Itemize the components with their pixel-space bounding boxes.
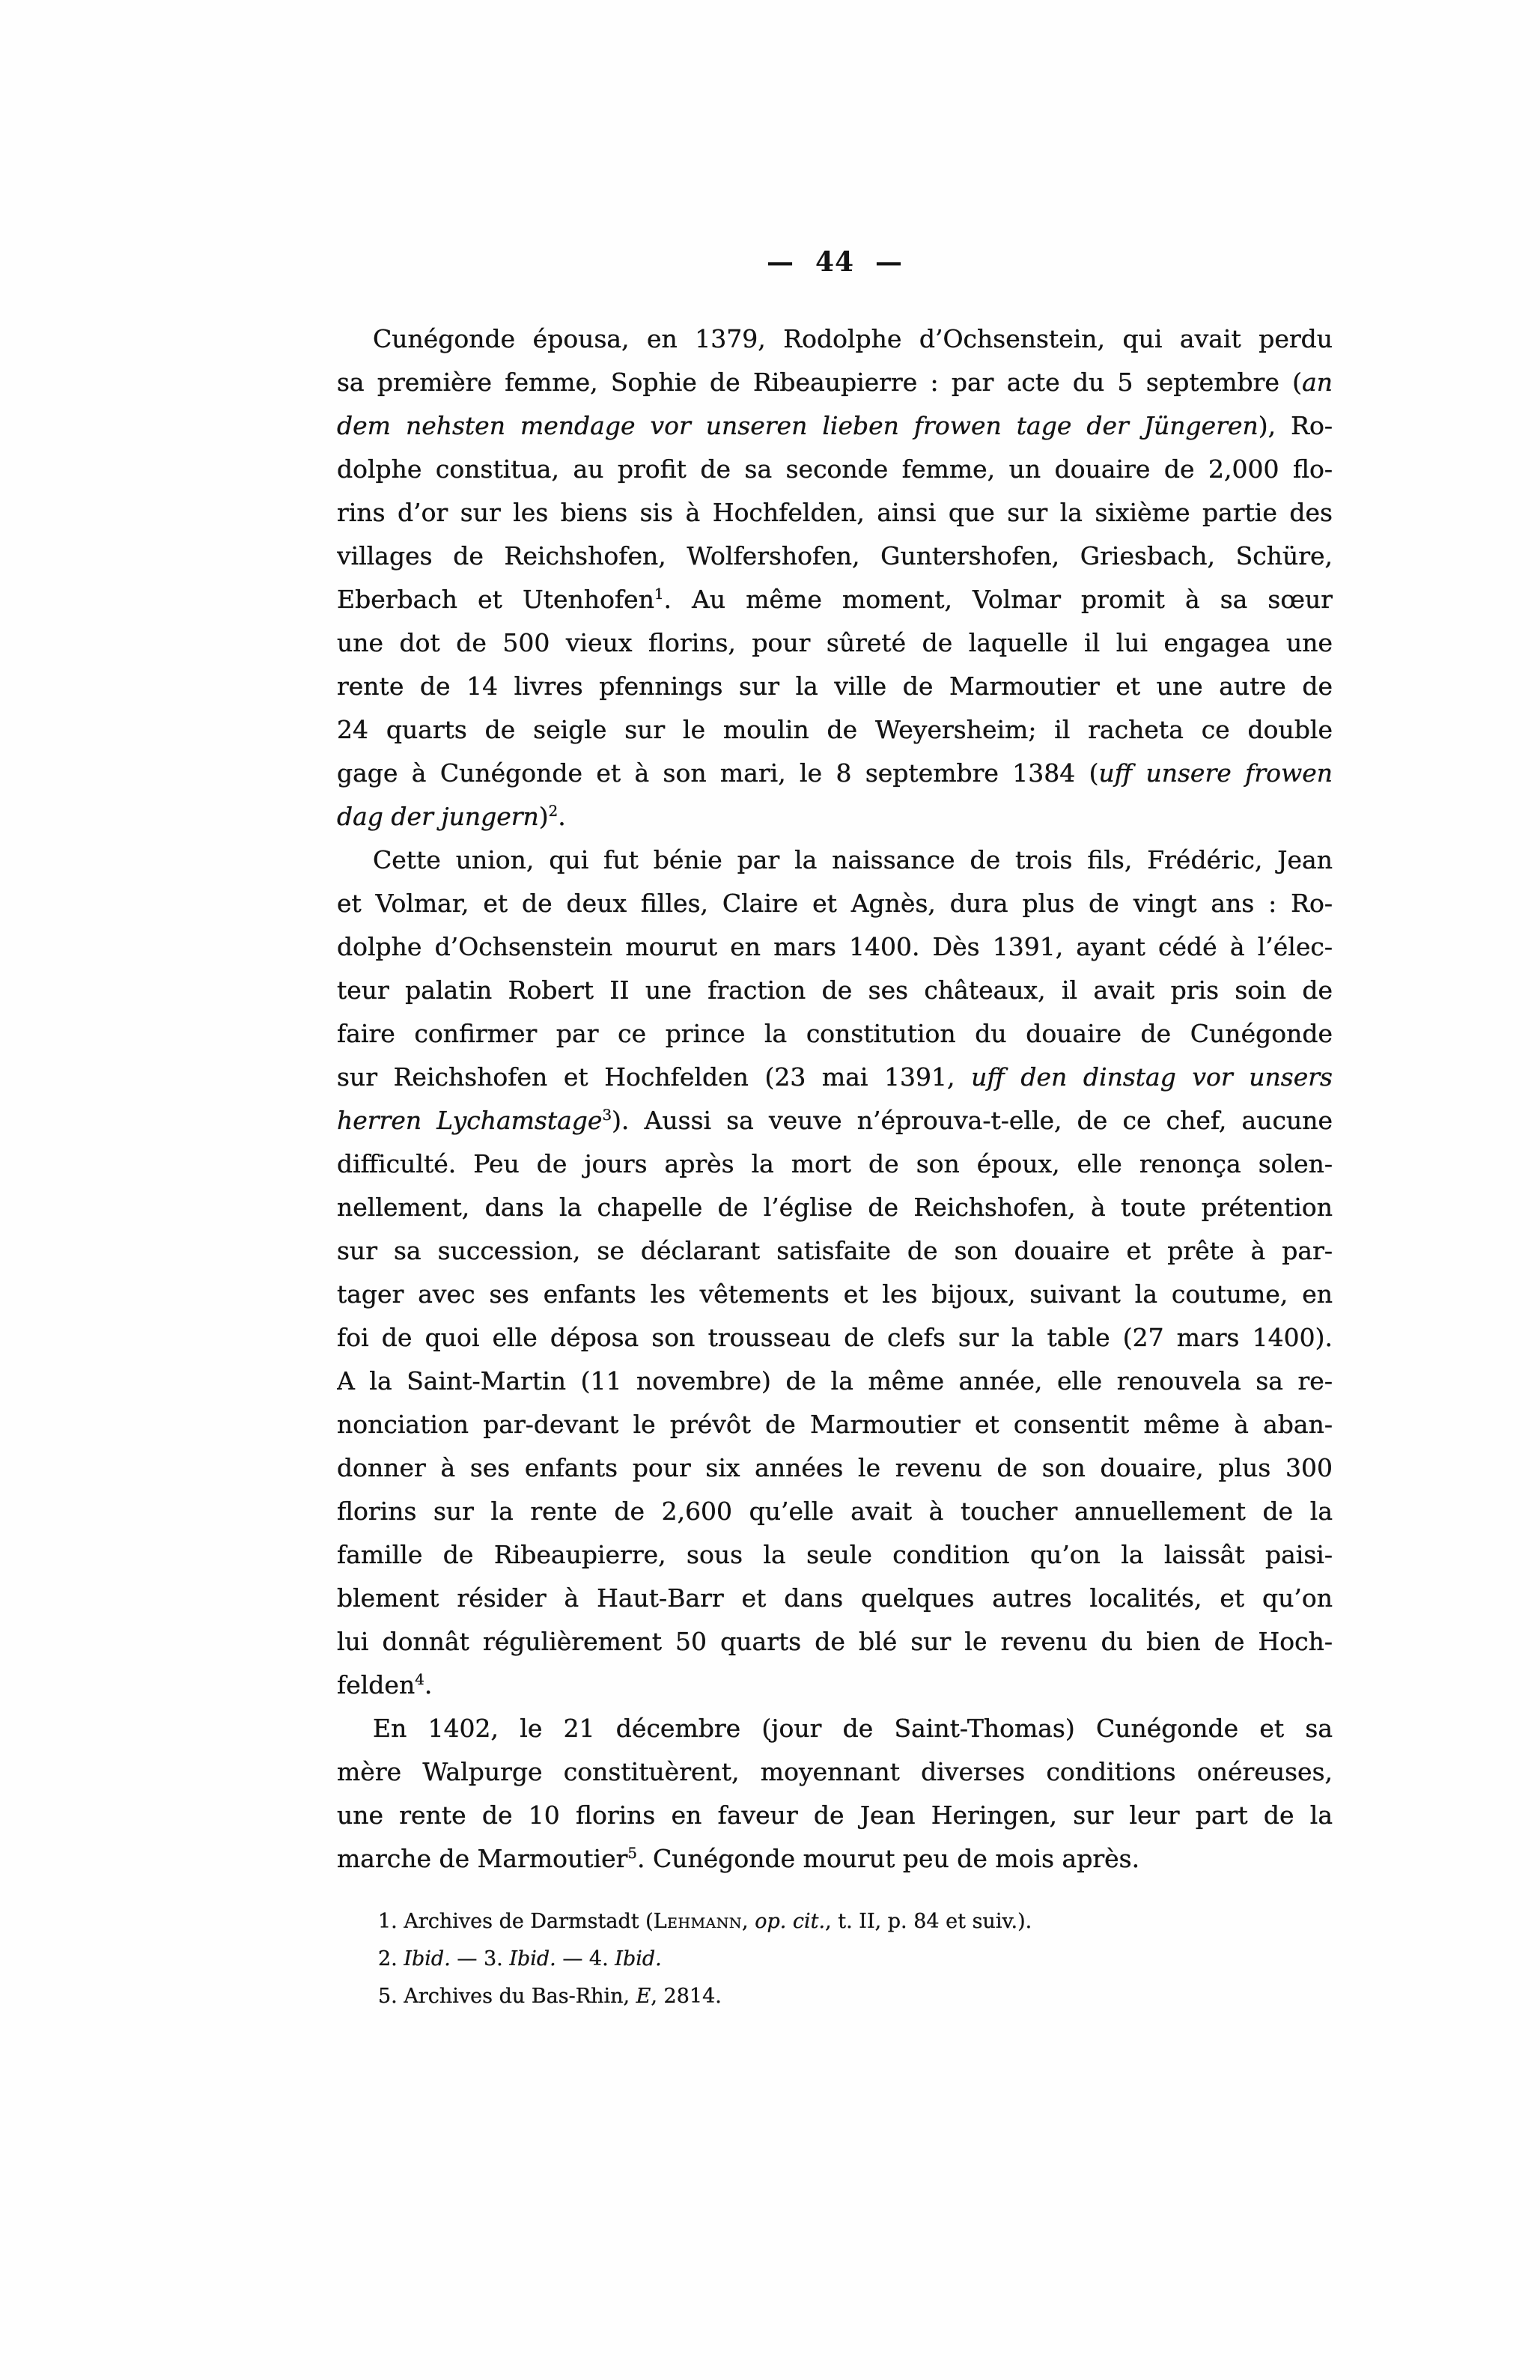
text-line-paragraph-2 [337,1142,1333,1186]
text-line-paragraph-1 [337,448,1333,491]
text-run: — 3. [450,1947,510,1970]
text-run: ), Ro- [1258,411,1333,440]
footnote [337,1941,1333,1978]
text-line-paragraph-3 [337,1707,1333,1750]
text-run: . [424,1670,433,1699]
text-run: nellement, dans la chapelle de l’église de Reichshofen, à toute prétention [337,1193,1333,1222]
text-run: , t. II, p. 84 et suiv.). [825,1910,1032,1933]
text-run: dem nehsten mendage vor unseren lieben frowen tage der Jüngeren [337,411,1259,440]
text-run: villages de Reichshofen, Wolfershofen, Guntershofen, Griesbach, Schüre, [337,541,1333,570]
text-run: — 4. [556,1947,615,1970]
text-line-paragraph-2 [337,839,1333,882]
text-run: . [558,802,566,831]
text-run: 1. Archives de Darmstadt ( [378,1910,654,1933]
text-run: teur palatin Robert II une fraction de ses châteaux, il avait pris soin de [337,976,1333,1005]
text-run: op. cit. [755,1910,826,1933]
footnote [337,1978,1333,2015]
text-run: 5 [627,1845,638,1862]
text-line-paragraph-2 [337,1056,1333,1099]
text-line-paragraph-2 [337,1099,1333,1142]
text-line-paragraph-1 [337,491,1333,535]
text-line-paragraph-1 [337,535,1333,578]
text-run: felden [337,1670,416,1699]
text-run: sa première femme, Sophie de Ribeaupierre : par acte du 5 septembre ( [337,368,1303,397]
text-run: une dot de 500 vieux florins, pour sûreté de laquelle il lui engagea une [337,628,1333,657]
text-line-paragraph-3 [337,1750,1333,1794]
text-line-paragraph-2 [337,1533,1333,1577]
text-run: nonciation par-devant le prévôt de Marmoutier et consentit même à aban- [337,1410,1333,1439]
text-line-paragraph-1 [337,752,1333,795]
text-run: 2 [548,803,559,820]
text-line-paragraph-2 [337,1403,1333,1446]
text-line-paragraph-1 [337,578,1333,621]
text-line-paragraph-1 [337,361,1333,404]
text-line-paragraph-1 [337,404,1333,448]
text-line-paragraph-2 [337,925,1333,969]
text-run: faire confirmer par ce prince la constitution du douaire de Cunégonde [337,1019,1333,1048]
text-run: herren Lychamstage [337,1106,603,1135]
text-run: blement résider à Haut-Barr et dans quelques autres localités, et qu’on [337,1583,1333,1613]
text-line-paragraph-2 [337,969,1333,1012]
body-text [337,317,1333,1881]
page-number-dash-left: — [766,246,794,278]
text-run: marche de Marmoutier [337,1844,628,1873]
text-run: dolphe constitua, au profit de sa seconde femme, un douaire de 2,000 flo- [337,454,1333,484]
text-run: Lehmann [653,1910,743,1933]
text-line-paragraph-2 [337,1664,1333,1707]
text-run: rins d’or sur les biens sis à Hochfelden, ainsi que sur la sixième partie des [337,498,1333,527]
text-run: . Cunégonde mourut peu de mois après. [637,1844,1140,1873]
text-run: difficulté. Peu de jours après la mort de son époux, elle renonça solen- [337,1149,1333,1178]
text-line-paragraph-1 [337,665,1333,708]
text-run: , 2814. [651,1985,722,2008]
text-run: mère Walpurge constituèrent, moyennant diverses conditions onéreuses, [337,1757,1333,1786]
text-run: gage à Cunégonde et à son mari, le 8 septembre 1384 ( [337,758,1099,788]
text-line-paragraph-2 [337,882,1333,925]
text-run: an [1302,368,1333,397]
text-line-paragraph-1 [337,317,1333,361]
footnotes [337,1903,1333,2015]
text-run: tager avec ses enfants les vêtements et les bijoux, suivant la coutume, en [337,1279,1333,1309]
text-line-paragraph-3 [337,1837,1333,1881]
text-line-paragraph-2 [337,1620,1333,1664]
text-line-paragraph-2 [337,1577,1333,1620]
text-line-paragraph-2 [337,1316,1333,1360]
text-run: rente de 14 livres pfennings sur la ville de Marmoutier et une autre de [337,672,1333,701]
text-run: une rente de 10 florins en faveur de Jean Heringen, sur leur part de la [337,1801,1333,1830]
text-line-paragraph-2 [337,1229,1333,1273]
page-number-value: 44 [815,246,855,278]
text-run: ) [538,802,549,831]
text-run: 1 [654,585,664,603]
text-line-paragraph-1 [337,795,1333,839]
text-run: 4 [415,1671,424,1688]
text-run: Cette union, qui fut bénie par la naissance de trois fils, Frédéric, Jean [373,845,1333,874]
text-run: A la Saint-Martin (11 novembre) de la même année, elle renouvela sa re- [337,1366,1333,1396]
text-run: uff den dinstag vor unsers [971,1062,1333,1092]
text-run: Eberbach et Utenhofen [337,585,654,614]
text-run: En 1402, le 21 décembre (jour de Saint-Thomas) Cunégonde et sa [373,1714,1333,1743]
text-run: et Volmar, et de deux filles, Claire et Agnès, dura plus de vingt ans : Ro- [337,889,1333,918]
text-run: Ibid. [509,1947,556,1970]
text-line-paragraph-3 [337,1794,1333,1837]
text-run: dag der jungern [337,802,539,831]
text-run: uff unsere frowen [1098,758,1333,788]
text-run: dolphe d’Ochsenstein mourut en mars 1400. Dès 1391, ayant cédé à l’élec- [337,932,1333,961]
text-run: Ibid. [615,1947,662,1970]
text-line-paragraph-2 [337,1446,1333,1490]
text-run: sur Reichshofen et Hochfelden (23 mai 1391, [337,1062,972,1092]
text-line-paragraph-2 [337,1273,1333,1316]
text-line-paragraph-2 [337,1360,1333,1403]
text-run: ). Aussi sa veuve n’éprouva-t-elle, de ce chef, aucune [612,1106,1333,1135]
text-run: E [636,1985,651,2008]
text-run: 5. Archives du Bas-Rhin, [378,1985,636,2008]
text-run: foi de quoi elle déposa son trousseau de clefs sur la table (27 mars 1400). [337,1323,1333,1352]
text-run: donner à ses enfants pour six années le revenu de son douaire, plus 300 [337,1453,1333,1482]
page-number [337,246,1333,279]
text-run: Cunégonde épousa, en 1379, Rodolphe d’Ochsenstein, qui avait perdu [373,324,1333,353]
text-run: . Au même moment, Volmar promit à sa sœur [663,585,1333,614]
page-number-dash-right: — [875,246,904,278]
text-run: lui donnât régulièrement 50 quarts de blé sur le revenu du bien de Hoch- [337,1627,1333,1656]
text-line-paragraph-2 [337,1490,1333,1533]
text-line-paragraph-1 [337,621,1333,665]
text-line-paragraph-2 [337,1012,1333,1056]
text-line-paragraph-2 [337,1186,1333,1229]
text-run: sur sa succession, se déclarant satisfaite de son douaire et prête à par- [337,1236,1333,1265]
text-line-paragraph-1 [337,708,1333,752]
text-run: Ibid. [404,1947,451,1970]
text-run: 2. [378,1947,404,1970]
text-run: florins sur la rente de 2,600 qu’elle avait à toucher annuellement de la [337,1497,1333,1526]
text-run: famille de Ribeaupierre, sous la seule condition qu’on la laissât paisi- [337,1540,1333,1569]
text-run: 3 [602,1107,612,1124]
footnote [337,1903,1333,1941]
text-run: , [742,1910,755,1933]
text-run: 24 quarts de seigle sur le moulin de Weyersheim; il racheta ce double [337,715,1333,744]
